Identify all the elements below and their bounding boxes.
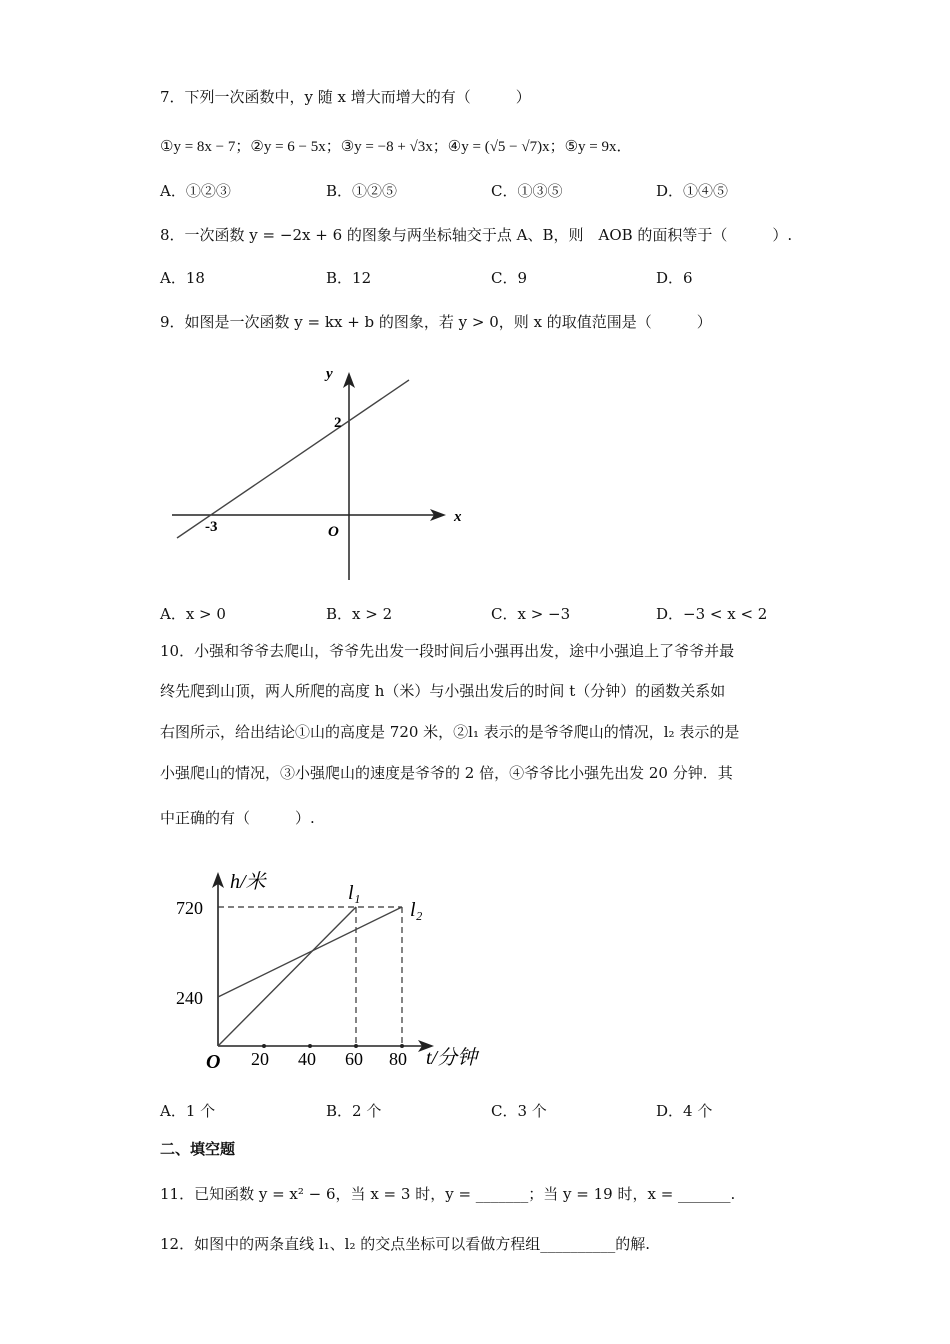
- q10-origin-label: O: [206, 1051, 221, 1073]
- q10-y-label: h/米: [230, 871, 266, 893]
- q10-option-d: D．4 个: [656, 1102, 713, 1120]
- q9-y-intercept-label: 2: [334, 415, 342, 431]
- q10-l2-label: l₂: [410, 899, 423, 921]
- q10-x-label: t/分钟: [426, 1047, 478, 1069]
- q10-line-3: 右图所示，给出结论①山的高度是 720 米，②l₁ 表示的是爷爷爬山的情况，l₂ 表示的是: [160, 723, 740, 741]
- q10-x-tick-80: 80: [389, 1049, 407, 1069]
- q9-option-b: B．x > 2: [326, 605, 393, 623]
- q9-y-label: y: [326, 366, 333, 382]
- q10-line-l1: [218, 907, 356, 1046]
- section-2-title: 二、填空题: [160, 1140, 236, 1158]
- q9-stem: 9．如图是一次函数 y = kx + b 的图象，若 y > 0，则 x 的取值范围是（ ）: [160, 313, 712, 331]
- q10-option-a: A．1 个: [160, 1102, 216, 1120]
- q7-stem: 7．下列一次函数中，y 随 x 增大而增大的有（ ）: [160, 88, 531, 106]
- q8-option-c: C．9: [491, 269, 528, 287]
- q10-line-4: 小强爬山的情况，③小强爬山的速度是爷爷的 2 倍，④爷爷比小强先出发 20 分钟．其: [160, 764, 733, 782]
- q9-option-d: D．−3 < x < 2: [656, 605, 768, 623]
- q10-tick-60: [354, 1044, 358, 1048]
- q9-option-a: A．x > 0: [160, 605, 226, 623]
- q10-option-c: C．3 个: [491, 1102, 547, 1120]
- q10-x-tick-20: 20: [251, 1049, 269, 1069]
- q10-line-1: 10．小强和爷爷去爬山，爷爷先出发一段时间后小强再出发，途中小强追上了爷爷并最: [160, 642, 735, 660]
- q10-tick-40: [308, 1044, 312, 1048]
- q9-x-label: x: [454, 509, 462, 525]
- q10-x-tick-60: 60: [345, 1049, 363, 1069]
- q9-option-c: C．x > −3: [491, 605, 571, 623]
- q10-option-b: B．2 个: [326, 1102, 382, 1120]
- q8-option-a: A．18: [160, 269, 205, 287]
- q10-tick-20: [262, 1044, 266, 1048]
- q7-option-a: A．①②③: [160, 182, 231, 200]
- q10-y-tick-720: 720: [176, 898, 203, 918]
- q9-origin-label: O: [328, 524, 339, 540]
- q7-option-b: B．①②⑤: [326, 182, 398, 200]
- q8-stem: 8．一次函数 y = −2x + 6 的图象与两坐标轴交于点 A、B，则 AOB 的面积等于（ ）.: [160, 226, 793, 244]
- q7-option-d: D．①④⑤: [656, 182, 729, 200]
- q10-line-2: 终先爬到山顶，两人所爬的高度 h（米）与小强出发后的时间 t（分钟）的函数关系如: [160, 682, 726, 700]
- q9-graph: [168, 360, 478, 585]
- q10-tick-80: [400, 1044, 404, 1048]
- q10-line-l2: [218, 907, 402, 997]
- q7-option-c: C．①③⑤: [491, 182, 563, 200]
- q12-stem: 12．如图中的两条直线 l₁、l₂ 的交点坐标可以看做方程组__________的解.: [160, 1235, 651, 1253]
- q11-stem: 11．已知函数 y = x² − 6，当 x = 3 时，y = _______；当 y = 19 时，x = _______.: [160, 1185, 736, 1203]
- q7-functions: ①y = 8x − 7；②y = 6 − 5x；③y = −8 + √3x；④y = (√5 − √7)x；⑤y = 9x．: [160, 139, 632, 155]
- q10-y-tick-240: 240: [176, 988, 203, 1008]
- q9-x-intercept-label: -3: [205, 519, 218, 535]
- q10-graph: [170, 862, 500, 1077]
- q10-x-tick-40: 40: [298, 1049, 316, 1069]
- q10-line-5: 中正确的有（ ）.: [160, 809, 315, 827]
- q8-option-d: D．6: [656, 269, 693, 287]
- q10-l1-label: l₁: [348, 882, 361, 904]
- q8-option-b: B．12: [326, 269, 372, 287]
